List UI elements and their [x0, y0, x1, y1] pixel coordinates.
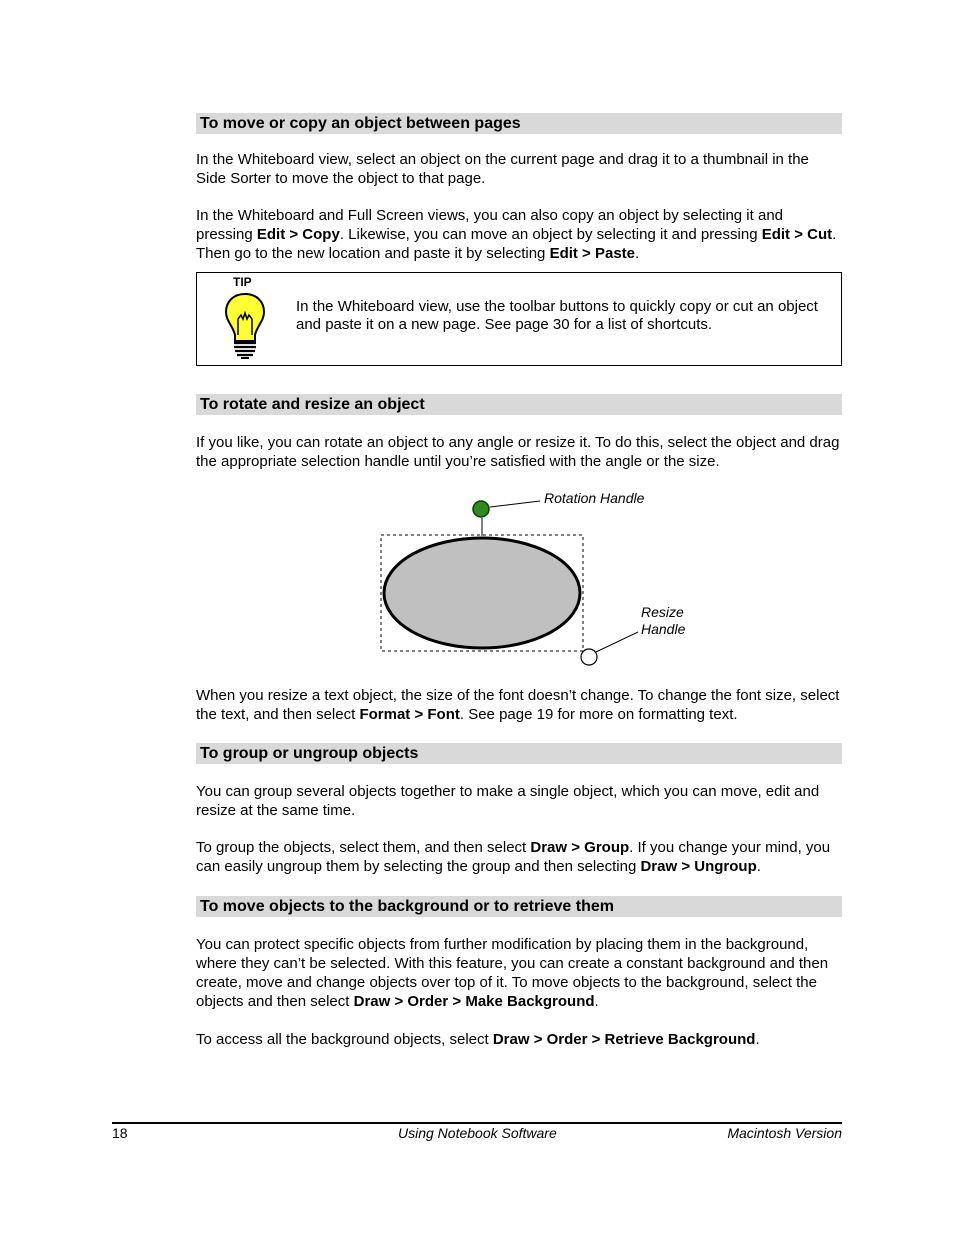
lightbulb-icon [223, 291, 267, 361]
menu-path-text: Draw > Group [530, 839, 630, 856]
body-text: . Then go to the new location and paste it by selecting [196, 226, 837, 262]
rotate-resize-figure [370, 490, 700, 675]
heading-background [196, 896, 842, 917]
heading-text: To group or ungroup objects [200, 745, 419, 762]
menu-path-text: Edit > Copy [256, 226, 340, 243]
body-text: In the Whiteboard and Full Screen views, you can also copy an object by selecting it and pressing [196, 207, 783, 243]
paragraph-group-1: You can group several objects together to make a single object, which you can move, edit and resize at the same time. [196, 783, 820, 819]
resize-handle [581, 649, 597, 665]
footer-rule [112, 1122, 842, 1124]
body-text: . If you change your mind, you can easily ungroup them by selecting the group and then selecting [196, 839, 831, 875]
body-text: . See page 19 for more on formatting text. [459, 706, 738, 723]
body-text: . [594, 993, 599, 1010]
heading-text: To move or copy an object between pages [200, 115, 521, 132]
body-text: To access all the background objects, select [196, 1031, 493, 1048]
menu-path-text: Draw > Order > Make Background [353, 993, 595, 1010]
paragraph-group-2 [196, 838, 842, 876]
body-text: . Likewise, you can move an object by selecting it and pressing [339, 226, 762, 243]
menu-path-text: Draw > Ungroup [640, 858, 757, 875]
heading-group [196, 743, 842, 764]
rotation-handle-caption: Rotation Handle [544, 490, 645, 506]
body-text: You can protect specific objects from further modification by placing them in the background, where they can’t be selected. With this feature, you can create a constant background and then create, move and change objects over top of it. To move objects to the background, select the objects and then select [196, 936, 829, 1010]
menu-path-text: Edit > Cut [761, 226, 833, 243]
body-text: . [755, 1031, 760, 1048]
rotation-leader-line [490, 501, 540, 507]
body-text: When you resize a text object, the size of the font doesn’t change. To change the font size, select the text, and then select [196, 687, 840, 723]
body-text: . [756, 858, 761, 875]
heading-text: To rotate and resize an object [200, 396, 425, 413]
paragraph-rotate-resize-2 [196, 686, 842, 724]
ellipse-object [384, 538, 580, 648]
paragraph-rotate-resize-1: If you like, you can rotate an object to any angle or resize it. To do this, select the object and drag the appropriate selection handle until you’re satisfied with the angle or the size. [196, 434, 840, 470]
heading-rotate-resize [196, 394, 842, 415]
tip-text: In the Whiteboard view, use the toolbar buttons to quickly copy or cut an object and paste it on a new page. See page 30 for a list of shortcuts. [296, 298, 818, 333]
body-text: . [635, 245, 640, 262]
paragraph-background-1 [196, 935, 842, 1011]
paragraph-move-copy-2 [196, 206, 842, 263]
menu-path-text: Edit > Paste [549, 245, 636, 262]
menu-path-text: Draw > Order > Retrieve Background [492, 1031, 756, 1048]
resize-leader-line [596, 632, 638, 652]
heading-text: To move objects to the background or to retrieve them [200, 898, 614, 915]
resize-handle-caption-line2: Handle [641, 621, 686, 637]
footer-page-number: 18 [112, 1125, 128, 1141]
heading-move-copy [196, 113, 842, 134]
paragraph-move-copy-1: In the Whiteboard view, select an object on the current page and drag it to a thumbnail in the Side Sorter to move the object to that page. [196, 151, 809, 187]
tip-label: TIP [233, 275, 252, 289]
paragraph-background-2 [196, 1030, 842, 1049]
footer-version: Macintosh Version [727, 1125, 842, 1141]
footer-title: Using Notebook Software [398, 1125, 557, 1141]
menu-path-text: Format > Font [359, 706, 460, 723]
rotation-handle [473, 501, 489, 517]
body-text: To group the objects, select them, and then select [196, 839, 531, 856]
tip-box [196, 272, 842, 366]
resize-handle-caption-line1: Resize [641, 604, 684, 620]
